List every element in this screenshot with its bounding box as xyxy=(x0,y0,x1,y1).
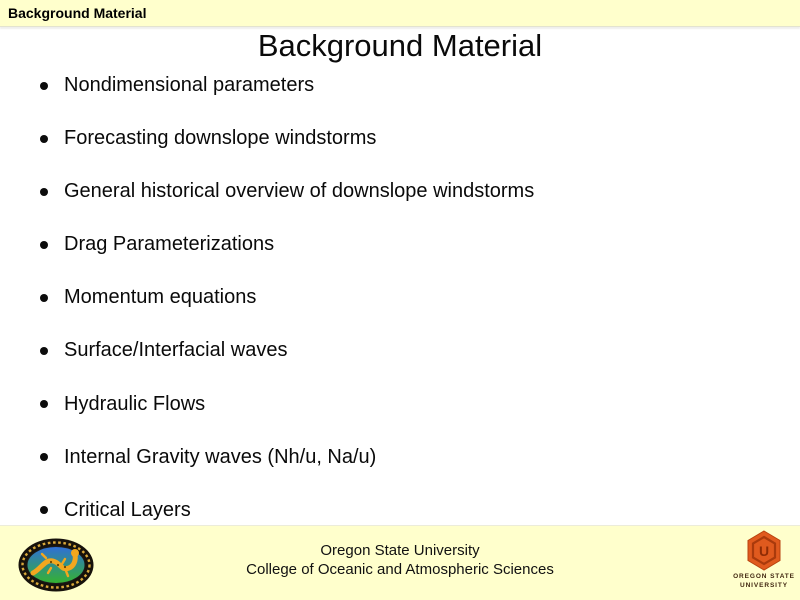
bullet-icon xyxy=(40,347,48,355)
bullet-list xyxy=(40,73,780,551)
footer-text xyxy=(0,541,800,579)
osu-logo-line2: UNIVERSITY xyxy=(739,582,788,589)
slide-title: Background Material xyxy=(257,28,543,63)
list-item xyxy=(40,126,780,179)
bullet-text: Internal Gravity waves (Nh/u, Na/u) xyxy=(64,445,377,468)
bullet-icon xyxy=(40,400,48,408)
list-item xyxy=(40,392,780,445)
bullet-text: Forecasting downslope windstorms xyxy=(64,127,377,150)
footer-line2: College of Oceanic and Atmospheric Sciences xyxy=(246,561,554,578)
header-title: Background Material xyxy=(8,5,147,21)
bullet-icon xyxy=(40,294,48,302)
bullet-text: General historical overview of downslope windstorms xyxy=(64,180,535,203)
footer xyxy=(0,525,800,600)
bullet-text: Nondimensional parameters xyxy=(64,74,315,96)
bullet-text: Drag Parameterizations xyxy=(64,233,275,256)
osu-logo-line1: OREGON STATE xyxy=(733,573,795,580)
list-item xyxy=(40,285,780,338)
osu-shield-icon xyxy=(747,530,781,572)
bullet-icon xyxy=(40,506,48,514)
svg-text:U: U xyxy=(758,543,770,559)
bullet-icon xyxy=(40,135,48,143)
list-item xyxy=(40,179,780,232)
bullet-icon xyxy=(40,82,48,90)
list-item xyxy=(40,73,780,126)
bullet-text: Surface/Interfacial waves xyxy=(64,339,288,362)
osu-logo xyxy=(722,530,800,590)
window-header xyxy=(0,0,800,27)
list-item xyxy=(40,445,780,498)
bullet-text: Critical Layers xyxy=(64,498,191,521)
bullet-icon xyxy=(40,241,48,249)
list-item xyxy=(40,338,780,391)
bullet-text: Hydraulic Flows xyxy=(64,392,206,415)
bullet-icon xyxy=(40,188,48,196)
bullet-icon xyxy=(40,453,48,461)
footer-line1: Oregon State University xyxy=(320,542,480,559)
bullet-text: Momentum equations xyxy=(64,286,257,309)
list-item xyxy=(40,232,780,285)
